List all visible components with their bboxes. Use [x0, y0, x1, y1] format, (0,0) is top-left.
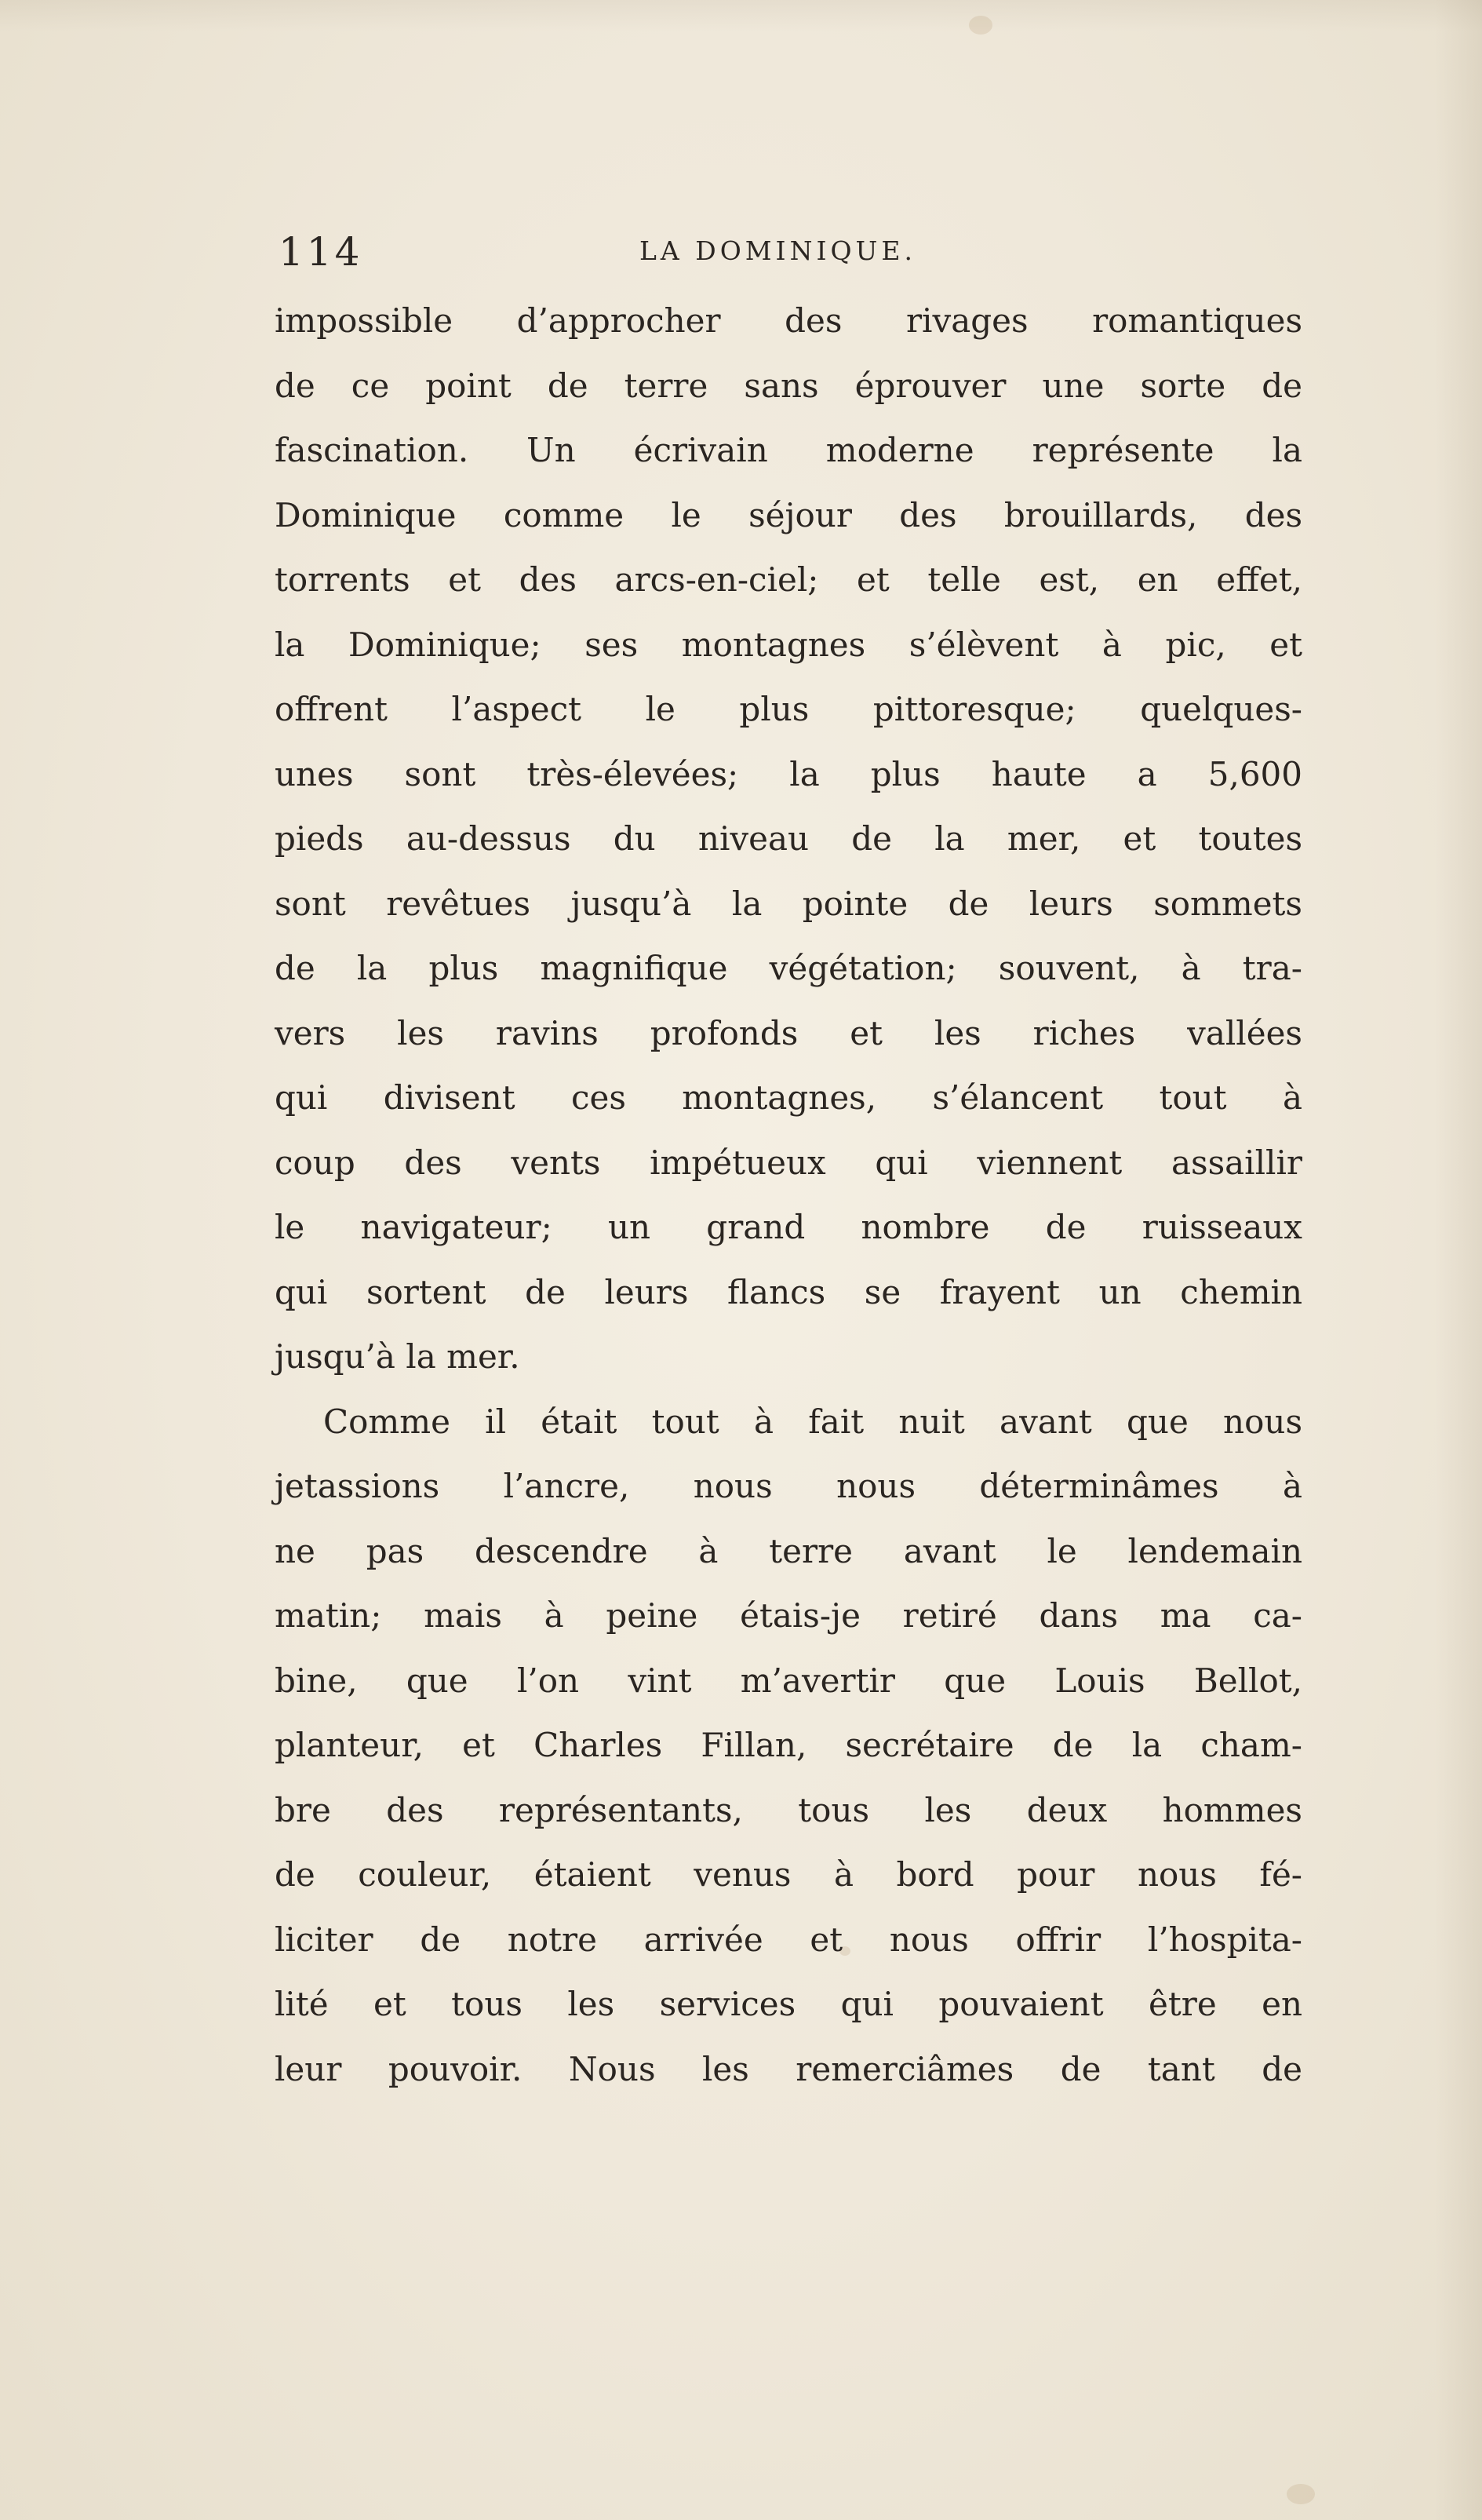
- text-line: qui divisent ces montagnes, s’élancent tout à: [275, 1078, 1302, 1117]
- text-line: impossible d’approcher des rivages romantiques: [275, 301, 1302, 340]
- text-line: sont revêtues jusqu’à la pointe de leurs sommets: [275, 884, 1302, 923]
- page-edge-shading: [1435, 0, 1482, 2520]
- text-line: torrents et des arcs-en-ciel; et telle est, en effet,: [275, 560, 1302, 599]
- text-line: pieds au-dessus du niveau de la mer, et toutes: [275, 819, 1302, 858]
- text-line: matin; mais à peine étais-je retiré dans ma ca-: [275, 1596, 1302, 1635]
- body-text: [275, 289, 1302, 2102]
- text-line: de couleur, étaient venus à bord pour nous fé-: [275, 1855, 1302, 1894]
- running-title: LA DOMINIQUE.: [639, 235, 916, 266]
- text-line: Dominique comme le séjour des brouillards, des: [275, 495, 1302, 534]
- text-line: offrent l’aspect le plus pittoresque; quelques-: [275, 690, 1302, 728]
- paragraph-start-line: Comme il était tout à fait nuit avant que nous: [323, 1402, 1302, 1441]
- text-line: liciter de notre arrivée et nous offrir l’hospita-: [275, 1920, 1302, 1959]
- text-line: jetassions l’ancre, nous nous déterminâmes à: [275, 1467, 1302, 1505]
- text-line: fascination. Un écrivain moderne représente la: [275, 431, 1302, 469]
- text-line: coup des vents impétueux qui viennent assaillir: [275, 1143, 1302, 1182]
- text-line: vers les ravins profonds et les riches vallées: [275, 1013, 1302, 1052]
- paragraph-end-line: jusqu’à la mer.: [275, 1337, 520, 1376]
- text-line: leur pouvoir. Nous les remerciâmes de tant de: [275, 2049, 1302, 2088]
- text-line: bre des représentants, tous les deux hommes: [275, 1790, 1302, 1829]
- text-line: le navigateur; un grand nombre de ruisseaux: [275, 1208, 1302, 1246]
- text-line: qui sortent de leurs flancs se frayent un chemin: [275, 1272, 1302, 1311]
- text-line: de la plus magnifique végétation; souvent, à tra-: [275, 949, 1302, 987]
- text-line: unes sont très-élevées; la plus haute a 5,600: [275, 754, 1302, 793]
- paper-foxing-spot: [1287, 2484, 1315, 2504]
- paper-foxing-spot: [969, 16, 992, 35]
- page-header: [279, 229, 1302, 276]
- text-line: bine, que l’on vint m’avertir que Louis Bellot,: [275, 1661, 1302, 1700]
- text-line: de ce point de terre sans éprouver une sorte de: [275, 366, 1302, 405]
- text-line: ne pas descendre à terre avant le lendemain: [275, 1531, 1302, 1570]
- text-line: lité et tous les services qui pouvaient être en: [275, 1985, 1302, 2023]
- text-line: la Dominique; ses montagnes s’élèvent à pic, et: [275, 625, 1302, 664]
- page-top-shading: [0, 0, 1482, 31]
- page-number: 114: [279, 229, 363, 275]
- text-line: planteur, et Charles Fillan, secrétaire de la cham-: [275, 1726, 1302, 1764]
